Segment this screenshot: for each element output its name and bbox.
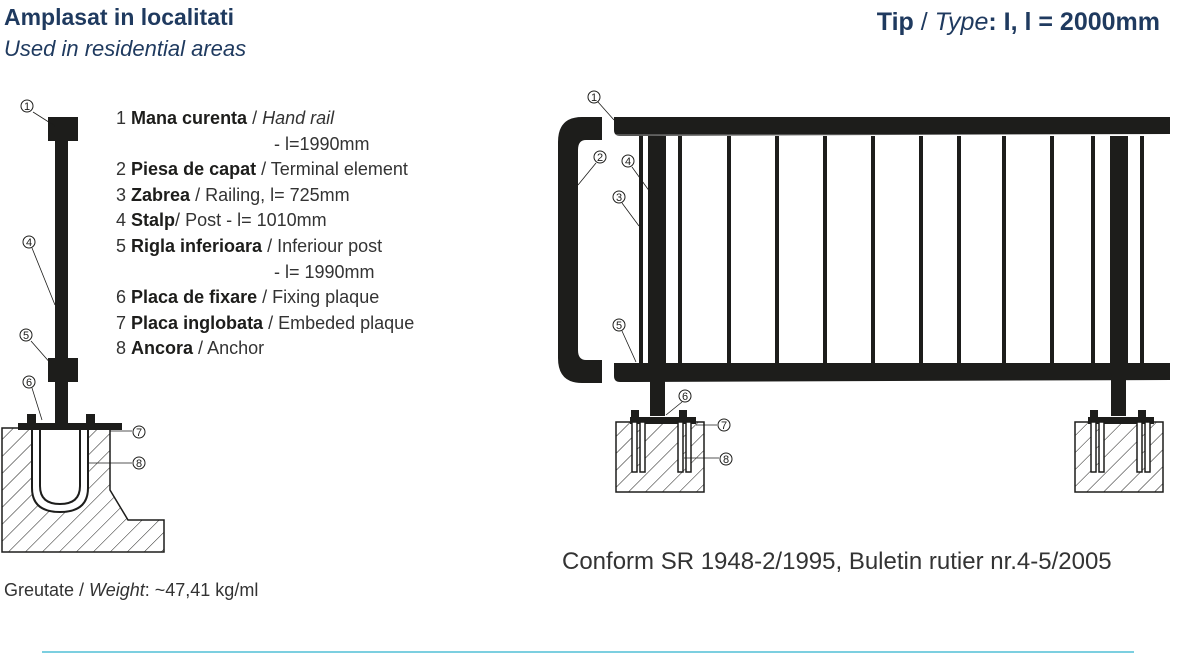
legend-num: 6: [116, 287, 127, 308]
callout-8: 8: [723, 454, 730, 466]
legend-num: 5: [116, 235, 127, 256]
legend-item-5-cont: - l= 1990mm: [274, 261, 375, 282]
legend-sep: /: [193, 338, 208, 359]
type-label-en: Type: [934, 8, 989, 36]
legend-ro: Placa de fixare: [131, 287, 258, 308]
type-value: : I, l = 2000mm: [988, 8, 1160, 36]
legend-en: Anchor: [207, 338, 265, 359]
bolt: [631, 410, 639, 418]
legend-num: 8: [116, 338, 127, 359]
callout-6: 6: [682, 391, 689, 403]
callout-5: 5: [616, 320, 623, 332]
callout-2: 2: [597, 152, 604, 164]
type-sep: /: [913, 8, 935, 36]
post-left: [648, 136, 666, 363]
legend-item-1-cont: - l=1990mm: [274, 133, 370, 154]
legend-ro: Stalp: [131, 210, 176, 231]
railing-bars: [639, 136, 1144, 363]
callout-5: 5: [23, 330, 30, 342]
callout-1: 1: [591, 92, 598, 104]
legend-ro: Placa inglobata: [131, 312, 264, 333]
legend-sep: /: [257, 287, 273, 308]
weight-label-ro: Greutate /: [4, 580, 90, 600]
legend-en: Fixing plaque: [272, 287, 380, 308]
legend-ro: Mana curenta: [131, 108, 248, 128]
legend-num: 2: [116, 159, 127, 180]
handrail: [614, 117, 1170, 136]
bolt: [1090, 410, 1098, 418]
legend-ro: Piesa de capat: [131, 159, 257, 180]
callout-6: 6: [26, 377, 33, 389]
legend-num: 7: [116, 312, 127, 333]
legend-sep: /: [175, 210, 186, 231]
callout-7: 7: [136, 427, 143, 439]
weight-label-en: Weight: [89, 580, 145, 600]
weight-value: : ~47,41 kg/ml: [144, 580, 259, 600]
legend-en: Embeded plaque: [278, 312, 415, 333]
legend-en: Railing, l= 725mm: [205, 184, 350, 205]
post-leg-right: [1111, 380, 1126, 416]
legend-sep: /: [256, 159, 271, 180]
legend-sep: /: [190, 184, 206, 205]
legend-num: 1: [116, 108, 127, 128]
callout-1: 1: [24, 101, 31, 113]
callout-8: 8: [136, 458, 143, 470]
legend-ro: Rigla inferioara: [131, 235, 263, 256]
callout-4: 4: [26, 237, 33, 249]
bolt: [1138, 410, 1146, 418]
callout-3: 3: [616, 192, 623, 204]
type-prefix: Tip: [876, 8, 914, 36]
legend-en: Terminal element: [270, 159, 408, 180]
page-subtitle: Used in residential areas: [4, 36, 247, 61]
callout-7: 7: [721, 420, 728, 432]
legend-num: 3: [116, 184, 127, 205]
bolt: [679, 410, 687, 418]
page-title: Amplasat in localitati: [4, 4, 235, 30]
legend-en: Hand rail: [262, 108, 335, 128]
legend-sep: /: [262, 235, 278, 256]
legend-ro: Ancora: [131, 338, 194, 359]
callout-4: 4: [625, 156, 632, 168]
legend-en: Inferiour post: [277, 235, 383, 256]
plaque-right: [1088, 417, 1154, 424]
lower-rail: [614, 363, 1170, 382]
legend-num: 4: [116, 210, 127, 231]
post-leg-left: [650, 380, 665, 416]
legend-sep: /: [263, 312, 279, 333]
legend-ro: Zabrea: [131, 184, 191, 205]
standard-reference: Conform SR 1948-2/1995, Buletin rutier nr.4-5/2005: [562, 548, 1112, 575]
legend-en: Post - l= 1010mm: [185, 210, 327, 231]
post-right: [1110, 136, 1128, 363]
legend-sep: /: [247, 108, 263, 128]
